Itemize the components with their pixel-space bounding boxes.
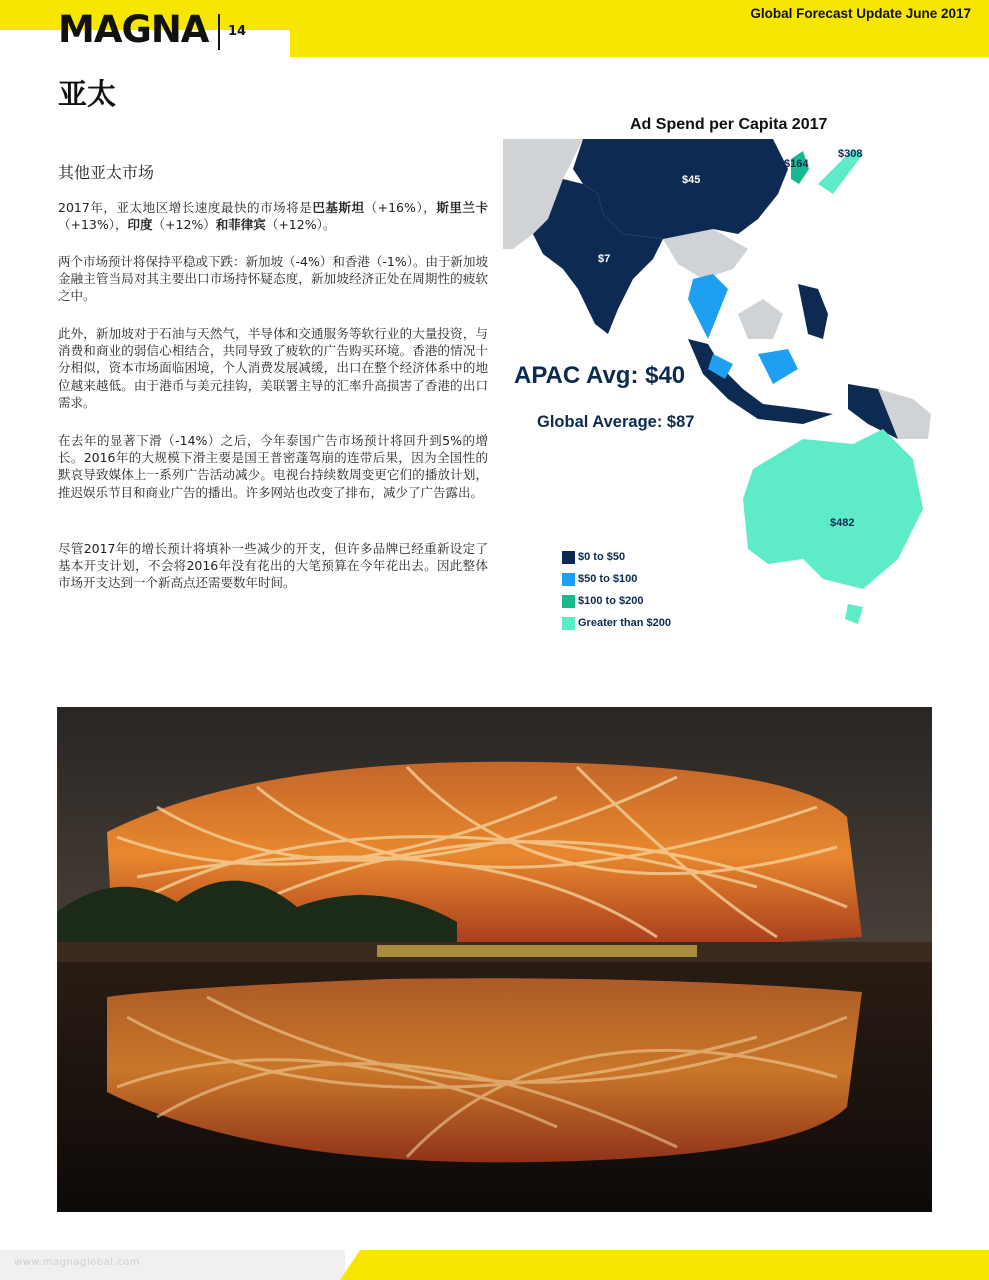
p1-text-c: （+16%）， — [364, 200, 437, 215]
label-japan: $308 — [838, 148, 863, 160]
legend-label: $0 to $50 — [578, 551, 626, 563]
p1-text-f: （+12%）。 — [265, 217, 336, 233]
stadium-photo — [57, 707, 932, 1212]
paragraph-1 — [58, 199, 488, 233]
legend-item-over-200 — [562, 612, 671, 634]
map-title: Ad Spend per Capita 2017 — [630, 116, 828, 133]
legend-swatch — [562, 617, 575, 630]
header-cutout-diagonal — [262, 30, 290, 57]
legend-label: $100 to $200 — [578, 595, 644, 607]
section-title: 亚太 — [58, 77, 117, 111]
p1-text-d: （+13%）， — [58, 217, 128, 233]
apac-average: APAC Avg: $40 — [514, 362, 686, 389]
map-legend — [562, 546, 671, 634]
article-subheading: 其他亚太市场 — [58, 163, 155, 182]
page-number: 14 — [228, 24, 247, 39]
magna-logo: MAGNA — [58, 8, 209, 51]
legend-swatch — [562, 573, 575, 586]
footer-url: www.magnaglobal.com — [14, 1257, 141, 1268]
label-australia: $482 — [830, 517, 855, 529]
footer-diagonal — [340, 1250, 360, 1280]
paragraph-4: 在去年的显著下滑（-14%）之后，今年泰国广告市场预计将回升到5%的增长。2016年的大规模下滑主要是国王普密蓬驾崩的连带后果，因为全国性的默哀导致媒体上一系列广告活动减少。电视台持续数周变更它们的播放计划，推迟娱乐节目和商业广告的播出。许多网站也改变了排布，减少了广告露出。 — [58, 433, 488, 500]
legend-swatch — [562, 551, 575, 564]
paragraph-2: 两个市场预计将保持平稳或下跌：新加坡（-4%）和香港（-1%）。由于新加坡金融主管当局对其主要出口市场持怀疑态度，新加坡经济正处在周期性的疲软之中。 — [58, 254, 488, 304]
label-india: $7 — [598, 253, 611, 265]
paragraph-5: 尽管2017年的增长预计将填补一些减少的开支，但许多品牌已经重新设定了基本开支计划，不会将2016年没有花出的大笔预算在今年花出去。因此整体市场开支达到一个新高点还需要数年时间。 — [58, 541, 488, 591]
p1-country-philippines: 和菲律宾 — [215, 217, 266, 233]
report-title: Global Forecast Update June 2017 — [750, 6, 971, 21]
legend-label: $50 to $100 — [578, 573, 638, 585]
legend-label: Greater than $200 — [578, 617, 671, 629]
paragraph-3: 此外，新加坡对于石油与天然气，半导体和交通服务等软行业的大量投资，与消费和商业的弱信心相结合，共同导致了疲软的广告购买环境。香港的情况十分相似，资本市场面临困境，个人消费发展减缓，出口在整个经济体系中的地位越来越低。由于港币与美元挂钩，美联署主导的汇率升高损害了香港的出口需求。 — [58, 326, 488, 410]
p1-text-e: （+12%） — [152, 217, 216, 233]
p1-text-a: 2017年，亚太地区增长速度最快的市场将是 — [58, 200, 313, 215]
legend-item-0-50 — [562, 546, 671, 568]
legend-item-100-200 — [562, 590, 671, 612]
label-china: $45 — [682, 174, 701, 186]
legend-item-50-100 — [562, 568, 671, 590]
global-average: Global Average: $87 — [537, 413, 695, 431]
p1-country-pakistan: 巴基斯坦 — [312, 200, 365, 215]
p1-country-india: 印度 — [127, 217, 153, 233]
p1-country-srilanka: 斯里兰卡 — [436, 200, 488, 215]
legend-swatch — [562, 595, 575, 608]
logo-divider — [218, 14, 220, 50]
label-korea: $164 — [784, 158, 809, 170]
footer-band — [360, 1250, 989, 1280]
